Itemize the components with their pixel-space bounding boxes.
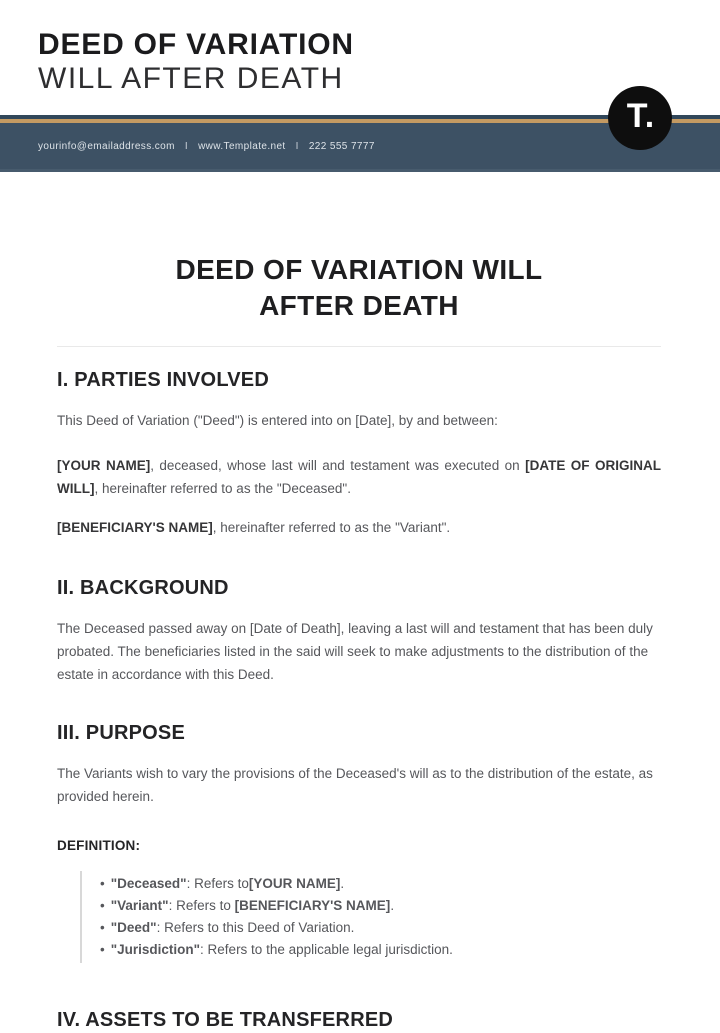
contact-website: www.Template.net xyxy=(198,140,286,152)
document-title-line2: AFTER DEATH xyxy=(259,290,459,321)
purpose-paragraph: The Variants wish to vary the provisions of the Deceased's will as to the distribution of the estate, as provided herein. xyxy=(57,766,653,804)
brand-title: DEED OF VARIATION xyxy=(38,28,354,61)
definition-item-variant xyxy=(100,895,661,917)
contact-email: yourinfo@emailaddress.com xyxy=(38,140,175,152)
brand-header xyxy=(38,28,354,96)
contact-info xyxy=(38,141,375,152)
section-heading-assets: IV. ASSETS TO BE TRANSFERRED xyxy=(57,1009,394,1031)
bullet-icon: • xyxy=(100,898,105,913)
document-title xyxy=(57,252,661,324)
bullet-icon: • xyxy=(100,920,105,935)
definition-item-text: "Variant": Refers to [BENEFICIARY'S NAME]. xyxy=(110,898,395,913)
definition-item-deceased xyxy=(100,873,661,895)
definition-item-deed xyxy=(100,917,661,939)
parties-paragraph-intro: This Deed of Variation ("Deed") is entered into on [Date], by and between: xyxy=(57,413,498,428)
background-paragraph: The Deceased passed away on [Date of Death], leaving a last will and testament that has been duly probated. The beneficiaries listed in the said will seek to make adjustments to the distribution of the estate in accordance with this Deed. xyxy=(57,621,653,682)
bullet-icon: • xyxy=(100,942,105,957)
definition-item-jurisdiction xyxy=(100,939,661,961)
contact-separator: I xyxy=(295,140,299,152)
section-heading-background: II. BACKGROUND xyxy=(57,577,229,599)
document-body xyxy=(0,172,720,1033)
contact-phone: 222 555 7777 xyxy=(308,140,375,152)
logo-letter: T. xyxy=(626,96,656,135)
definition-item-text: "Jurisdiction": Refers to the applicable legal jurisdiction. xyxy=(110,942,453,957)
section-heading-purpose: III. PURPOSE xyxy=(57,722,185,744)
bullet-icon: • xyxy=(100,876,105,891)
section-heading-parties: I. PARTIES INVOLVED xyxy=(57,369,269,391)
contact-separator: I xyxy=(184,140,189,152)
parties-paragraph-beneficiary: [BENEFICIARY'S NAME], hereinafter referred to as the "Variant". xyxy=(57,520,451,535)
brand-subtitle: WILL AFTER DEATH xyxy=(38,62,344,95)
parties-paragraph-deceased: [YOUR NAME], deceased, whose last will and testament was executed on [DATE OF ORIGINAL WILL], hereinafter referred to as the "Deceased". xyxy=(57,458,661,496)
definition-item-text: "Deceased": Refers to[YOUR NAME]. xyxy=(110,876,345,891)
definition-list xyxy=(80,871,661,963)
definition-item-text: "Deed": Refers to this Deed of Variation. xyxy=(110,920,355,935)
document-title-line1: DEED OF VARIATION WILL xyxy=(175,254,543,285)
title-divider xyxy=(57,346,661,347)
brand-logo xyxy=(608,86,672,150)
definition-heading: DEFINITION: xyxy=(57,838,141,853)
